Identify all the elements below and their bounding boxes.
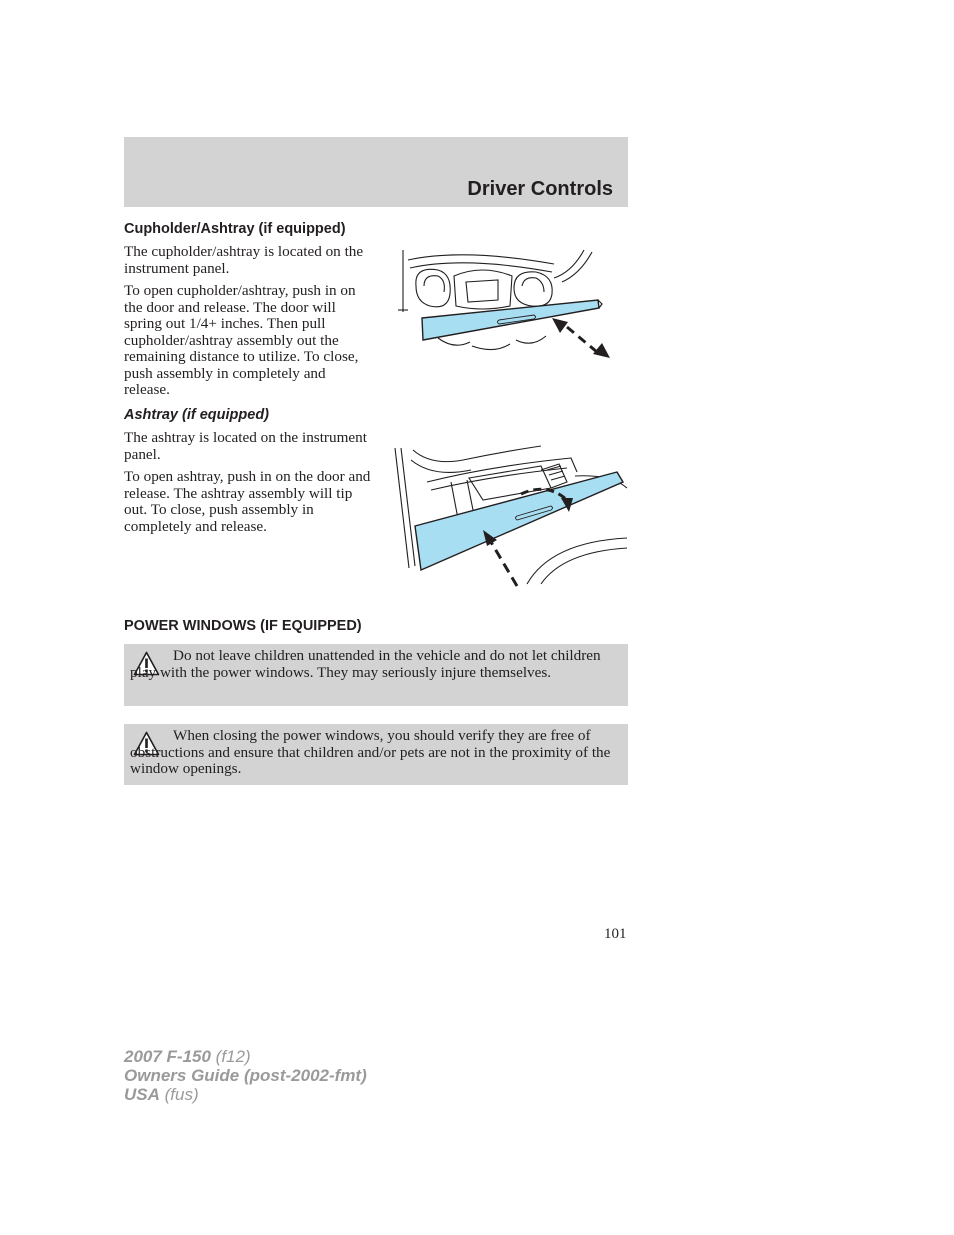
section-title: Driver Controls [467,178,613,200]
footer-market: USA [124,1085,160,1104]
warning-text-obstructions: When closing the power windows, you should verify they are free of obstructions and ensure that children and/or pets are not in the proximity of the window openings. [130,727,611,777]
document-footer [124,1047,367,1104]
footer-model-line [124,1047,367,1066]
footer-guide: Owners Guide (post-2002-fmt) [124,1066,367,1085]
warning-text-children: Do not leave children unattended in the vehicle and do not let children play with the power windows. They may seriously injure themselves. [130,647,601,681]
cupholder-instructions-text: To open cupholder/ashtray, push in on the door and release. The door will spring out 1/4+ inches. Then pull cupholder/ashtray assembly out the remaining distance to utilize. To close, push assembly in completely and release. [124,282,359,398]
warning-box-obstructions [124,724,628,785]
ashtray-instructions-text: To open ashtray, push in on the door and release. The ashtray assembly will tip out. To close, push assembly in completely and release. [124,468,371,535]
ashtray-illustration [391,442,629,590]
power-windows-heading: POWER WINDOWS (IF EQUIPPED) [124,618,362,634]
warning-box-children [124,644,628,706]
ashtray-location-text: The ashtray is located on the instrument panel. [124,429,367,463]
footer-guide-line [124,1066,367,1085]
ashtray-heading: Ashtray (if equipped) [124,407,270,423]
page-number: 101 [604,926,627,942]
footer-market-line [124,1085,367,1104]
footer-market-code: (fus) [159,1085,199,1104]
footer-model-code: (f12) [210,1047,251,1066]
footer-model: 2007 F-150 [124,1047,211,1066]
cupholder-illustration [394,242,616,364]
cupholder-location-text: The cupholder/ashtray is located on the instrument panel. [124,243,364,277]
section-header-band [124,137,628,207]
cupholder-heading: Cupholder/Ashtray (if equipped) [124,221,346,237]
